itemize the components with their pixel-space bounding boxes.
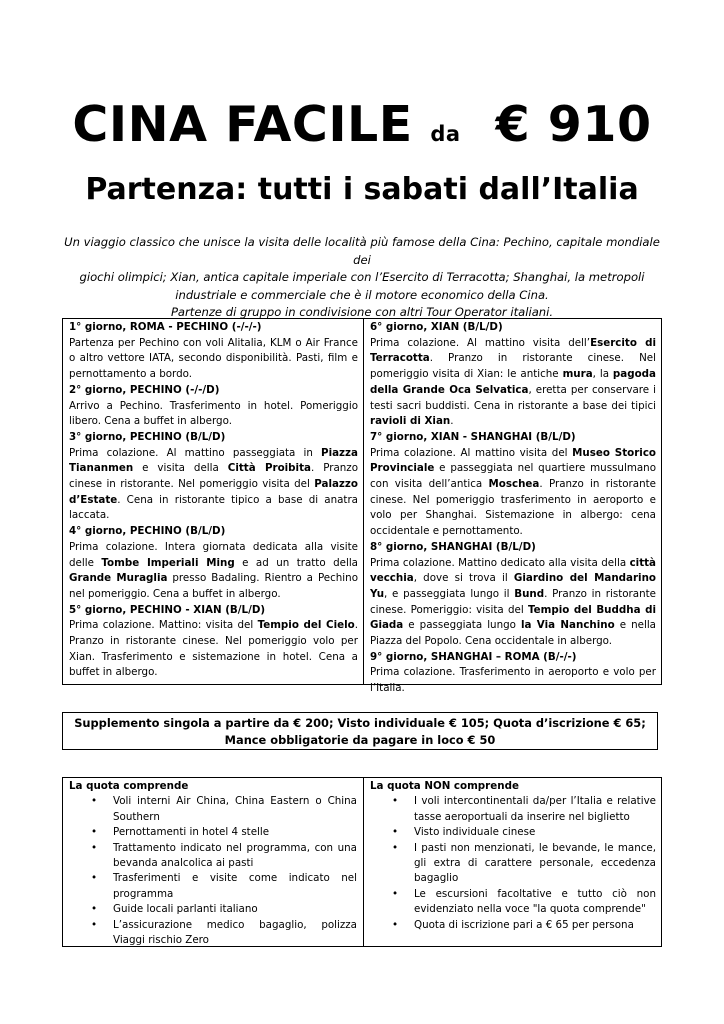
body-text: Prima colazione. Al mattino visita del bbox=[370, 446, 573, 459]
list-item bbox=[370, 825, 656, 840]
intro-line: Un viaggio classico che unisce la visita delle località più famose della Cina: Pechino, capitale mondiale dei bbox=[64, 235, 660, 267]
quota-includes-title: La quota comprende bbox=[69, 780, 189, 792]
title-da: da bbox=[430, 122, 461, 146]
highlight-text: Giardino del Mandarino Yu bbox=[370, 572, 656, 600]
list-item-text: Voli interni Air China, China Eastern o China Southern bbox=[113, 795, 357, 823]
body-text: presso Badaling. Rientro a Pechino nel pomeriggio. Cena a buffet in albergo. bbox=[69, 572, 358, 600]
bullet-icon: • bbox=[91, 918, 98, 931]
bullet-icon: • bbox=[392, 918, 399, 931]
list-item-text: Trasferimenti e visite come indicato nel programma bbox=[113, 872, 357, 900]
page-title bbox=[0, 96, 724, 163]
itinerary-day-title: 9° giorno, SHANGHAI – ROMA (B/-/-) bbox=[370, 650, 577, 663]
itinerary-column-right bbox=[364, 319, 661, 695]
quota-includes-list bbox=[69, 794, 357, 947]
list-item bbox=[69, 825, 357, 840]
highlight-text: la Via Nanchino bbox=[520, 619, 615, 632]
list-item-text: I voli intercontinentali da/per l’Italia e relative tasse aeroportuali da inserire nel biglietto bbox=[414, 795, 656, 823]
highlight-text: Tempio del Buddha di Giada bbox=[370, 603, 656, 632]
quota-includes-column bbox=[63, 778, 364, 946]
body-text: Arrivo a Pechino. Trasferimento in hotel. Pomeriggio libero. Cena a buffet in albergo. bbox=[69, 399, 358, 428]
highlight-text: città vecchia bbox=[370, 556, 656, 585]
body-text: e nella Piazza del Popolo. Cena occidentale in albergo. bbox=[370, 619, 656, 648]
page-subtitle: Partenza: tutti i sabati dall’Italia bbox=[85, 172, 639, 207]
supplement-line: Supplemento singola a partire da € 200; Visto individuale € 105; Quota d’iscrizione € 65; bbox=[74, 716, 646, 730]
highlight-text: Città Proibita bbox=[227, 462, 311, 475]
body-text: Prima colazione. Intera giornata dedicata alla visite delle bbox=[69, 540, 358, 569]
body-text: Prima colazione. Mattino: visita del bbox=[69, 619, 258, 632]
body-text: Prima colazione. Trasferimento in aeroporto e volo per l’Italia. bbox=[370, 666, 656, 695]
highlight-text: Esercito di Terracotta bbox=[370, 336, 657, 365]
itinerary-day bbox=[69, 603, 358, 682]
itinerary-day-title: 5° giorno, PECHINO - XIAN (B/L/D) bbox=[69, 603, 266, 616]
highlight-text: ravioli di Xian bbox=[370, 415, 451, 428]
body-text: e passeggiata lungo bbox=[403, 619, 521, 632]
body-text: e visita della bbox=[133, 462, 228, 475]
itinerary-day-title: 3° giorno, PECHINO (B/L/D) bbox=[69, 430, 226, 443]
highlight-text: Moschea bbox=[488, 478, 540, 491]
supplement-line: Mance obbligatorie da pagare in loco € 50 bbox=[224, 733, 496, 747]
body-text: . Cena in ristorante tipico a base di anatra laccata. bbox=[69, 493, 358, 522]
itinerary-day-text bbox=[69, 446, 358, 525]
list-item-text: L’assicurazione medico bagaglio, polizza Viaggi rischio Zero bbox=[113, 918, 357, 947]
body-text: . Pranzo in ristorante cinese. Pomeriggio: visita del bbox=[370, 587, 656, 616]
body-text: Prima colazione. Mattino dedicato alla visita della bbox=[370, 556, 630, 569]
body-text: , la bbox=[592, 368, 613, 381]
intro-line: Partenze di gruppo in condivisione con altri Tour Operator italiani. bbox=[170, 305, 554, 319]
itinerary-day-title: 7° giorno, XIAN - SHANGHAI (B/L/D) bbox=[370, 430, 576, 443]
title-price: € 910 bbox=[495, 96, 652, 153]
list-item bbox=[69, 918, 357, 947]
highlight-text: Tombe Imperiali Ming bbox=[101, 556, 235, 569]
list-item bbox=[370, 794, 656, 825]
quota-excludes-column bbox=[364, 778, 661, 946]
list-item bbox=[370, 841, 656, 887]
itinerary-day-text bbox=[69, 399, 358, 430]
highlight-text: mura bbox=[562, 368, 593, 381]
itinerary-day bbox=[69, 524, 358, 603]
intro-line: giochi olimpici; Xian, antica capitale imperiale con l’Esercito di Terracotta; Shanghai, la metropoli bbox=[79, 270, 645, 284]
highlight-text: Piazza Tiananmen bbox=[69, 446, 358, 475]
itinerary-day-text bbox=[69, 540, 358, 603]
list-item bbox=[69, 841, 357, 872]
quota-excludes-title: La quota NON comprende bbox=[370, 780, 519, 792]
highlight-text: Bund bbox=[514, 587, 545, 600]
body-text: . bbox=[450, 415, 454, 428]
bullet-icon: • bbox=[91, 795, 98, 808]
body-text: . Pranzo cinese in ristorante. Nel pomeriggio visita del bbox=[69, 462, 358, 491]
body-text: . Pranzo in ristorante cinese. Nel pomeriggio visita di Xian: le antiche bbox=[370, 352, 656, 381]
title-main: CINA FACILE bbox=[72, 96, 413, 153]
list-item-text: I pasti non menzionati, le bevande, le mance, gli extra di carattere personale, eccedenza bagaglio bbox=[414, 841, 656, 885]
body-text: e ad un tratto della bbox=[234, 556, 358, 569]
body-text: . Pranzo in ristorante cinese. Nel pomeriggio volo per Xian. Trasferimento e sistemazione in hotel. Cena a buffet in albergo. bbox=[69, 619, 358, 679]
body-text: Prima colazione. Al mattino visita dell’ bbox=[370, 336, 591, 349]
bullet-icon: • bbox=[91, 903, 98, 916]
itinerary-day bbox=[69, 383, 358, 430]
bullet-icon: • bbox=[91, 872, 98, 885]
intro-text bbox=[62, 234, 662, 322]
itinerary-day-title: 6° giorno, XIAN (B/L/D) bbox=[370, 321, 503, 333]
itinerary-day-text bbox=[370, 336, 656, 430]
highlight-text: Grande Muraglia bbox=[69, 572, 168, 585]
highlight-text: Tempio del Cielo bbox=[257, 619, 355, 632]
list-item bbox=[370, 918, 656, 933]
list-item-text: Visto individuale cinese bbox=[414, 826, 536, 839]
body-text: e passeggiata nel quartiere mussulmano con visita dell’antica bbox=[370, 462, 656, 491]
list-item-text: Quota di iscrizione pari a € 65 per persona bbox=[414, 918, 634, 931]
list-item-text: Le escursioni facoltative e tutto ciò non evidenziato nella voce "la quota comprende" bbox=[414, 887, 656, 916]
list-item-text: Guide locali parlanti italiano bbox=[113, 903, 258, 916]
body-text: Prima colazione. Al mattino passeggiata in bbox=[69, 446, 322, 459]
bullet-icon: • bbox=[392, 887, 399, 900]
body-text: , e passeggiata lungo il bbox=[384, 587, 515, 600]
list-item bbox=[69, 871, 357, 902]
supplement-box bbox=[62, 712, 658, 750]
intro-line: industriale e commerciale che è il motore economico della Cina. bbox=[175, 287, 549, 302]
itinerary-day bbox=[370, 650, 656, 697]
quota-excludes-list bbox=[370, 794, 656, 933]
itinerary-day bbox=[69, 430, 358, 524]
highlight-text: pagoda della Grande Oca Selvatica bbox=[370, 368, 657, 396]
itinerary-day bbox=[69, 320, 358, 383]
itinerary-day-title: 2° giorno, PECHINO (-/-/D) bbox=[69, 383, 220, 396]
itinerary-day-title: 8° giorno, SHANGHAI (B/L/D) bbox=[370, 540, 536, 553]
list-item-text: Trattamento indicato nel programma, con una bevanda analcolica ai pasti bbox=[113, 841, 357, 870]
bullet-icon: • bbox=[91, 841, 98, 854]
itinerary-day-text bbox=[370, 665, 656, 696]
list-item bbox=[370, 887, 656, 918]
itinerary-day-title: 1° giorno, ROMA - PECHINO (-/-/-) bbox=[69, 321, 262, 333]
highlight-text: Museo Storico Provinciale bbox=[370, 446, 657, 475]
bullet-icon: • bbox=[392, 841, 399, 854]
itinerary-column-left bbox=[63, 319, 364, 684]
bullet-icon: • bbox=[392, 826, 399, 839]
itinerary-day-text bbox=[69, 618, 358, 681]
list-item bbox=[69, 902, 357, 917]
bullet-icon: • bbox=[91, 826, 98, 839]
itinerary-day bbox=[370, 320, 656, 430]
highlight-text: Palazzo d’Estate bbox=[69, 478, 358, 506]
list-item bbox=[69, 794, 357, 825]
itinerary-day-text bbox=[370, 556, 656, 650]
itinerary-day-text bbox=[69, 336, 358, 383]
list-item-text: Pernottamenti in hotel 4 stelle bbox=[113, 826, 270, 839]
itinerary-day bbox=[370, 430, 656, 540]
itinerary-day-title: 4° giorno, PECHINO (B/L/D) bbox=[69, 525, 226, 538]
itinerary-day bbox=[370, 540, 656, 650]
bullet-icon: • bbox=[392, 795, 399, 808]
body-text: , eretta per conservare i testi sacri buddisti. Cena in ristorante a base dei tipici bbox=[370, 383, 656, 412]
body-text: . Pranzo in ristorante cinese. Nel pomeriggio trasferimento in aeroporto e volo per Shanghai. Sistemazione in albergo: cena occidentale e pernottamento. bbox=[370, 478, 656, 538]
body-text: Partenza per Pechino con voli Alitalia, KLM o Air France o altro vettore IATA, secondo disponibilità. Pasti, film e pernottamento a bordo. bbox=[69, 336, 358, 381]
itinerary-table bbox=[62, 318, 662, 695]
body-text: , dove si trova il bbox=[413, 572, 514, 585]
quota-table bbox=[62, 777, 662, 947]
itinerary-day-text bbox=[370, 446, 656, 540]
